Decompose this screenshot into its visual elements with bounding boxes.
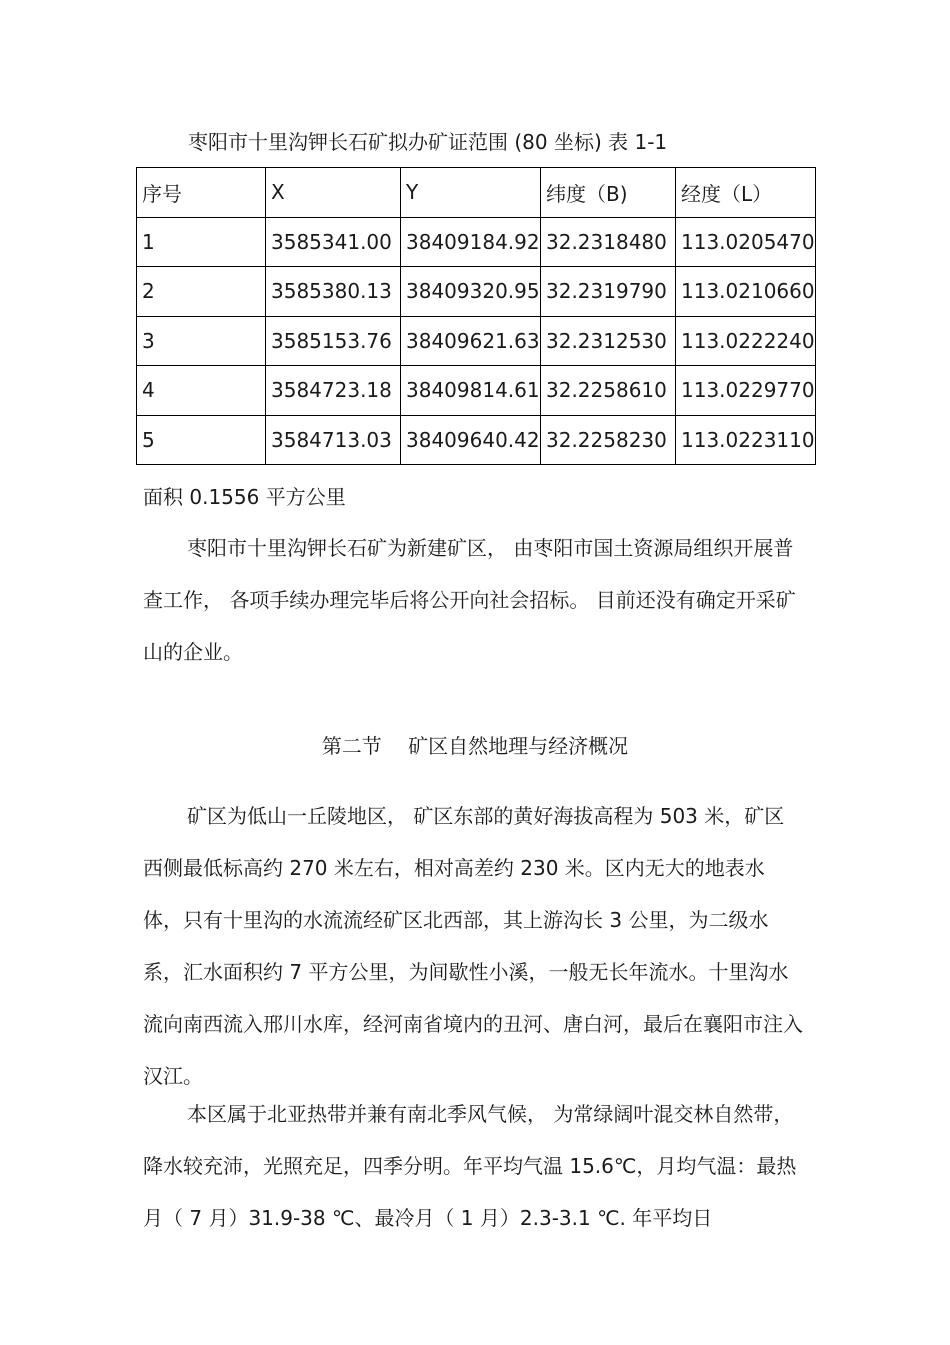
header-cell: 序号 xyxy=(137,168,266,218)
header-cell: Y xyxy=(401,168,541,218)
table-cell: 32.2319790 xyxy=(541,267,676,317)
header-cell: X xyxy=(266,168,401,218)
table-caption: 枣阳市十里沟钾长石矿拟办矿证范围 (80 坐标) 表 1-1 xyxy=(188,130,668,154)
table-cell: 113.0229770 xyxy=(676,366,816,416)
table-cell: 32.2258610 xyxy=(541,366,676,416)
table-cell: 4 xyxy=(137,366,266,416)
table-row xyxy=(137,316,816,366)
table-row xyxy=(137,217,816,267)
table-cell: 113.0223110 xyxy=(676,415,816,465)
table-cell: 113.0222240 xyxy=(676,316,816,366)
table-row xyxy=(137,267,816,317)
table-cell: 32.2312530 xyxy=(541,316,676,366)
paragraph-climate: 本区属于北亚热带并兼有南北季风气候， 为常绿阔叶混交林自然带，降水较充沛，光照充足，四季分明。年平均气温 15.6℃，月均气温：最热月（ 7 月）31.9-38 ℃、最冷月（ 1 月）2.3-3.1 ℃. 年平均日 xyxy=(143,1102,797,1230)
table-cell: 3584713.03 xyxy=(266,415,401,465)
table-cell: 1 xyxy=(137,217,266,267)
table-cell: 38409640.42 xyxy=(401,415,541,465)
coordinate-table xyxy=(136,167,816,465)
section-title: 第二节 矿区自然地理与经济概况 xyxy=(321,734,629,758)
table-cell: 113.0210660 xyxy=(676,267,816,317)
table-cell: 38409621.63 xyxy=(401,316,541,366)
table-cell: 3 xyxy=(137,316,266,366)
paragraph-mining-area-status: 枣阳市十里沟钾长石矿为新建矿区， 由枣阳市国土资源局组织开展普查工作， 各项手续办理完毕后将公开向社会招标。 目前还没有确定开采矿山的企业。 xyxy=(143,536,796,664)
area-note: 面积 0.1556 平方公里 xyxy=(143,485,346,509)
table-header-row xyxy=(137,168,816,218)
table-row xyxy=(137,366,816,416)
table-cell: 38409320.95 xyxy=(401,267,541,317)
table-cell: 113.0205470 xyxy=(676,217,816,267)
table-cell: 3585380.13 xyxy=(266,267,401,317)
header-cell: 纬度（B) xyxy=(541,168,676,218)
header-cell: 经度（L） xyxy=(676,168,816,218)
table-cell: 3585341.00 xyxy=(266,217,401,267)
table-cell: 32.2318480 xyxy=(541,217,676,267)
table-cell: 38409184.92 xyxy=(401,217,541,267)
table-cell: 5 xyxy=(137,415,266,465)
table-cell: 38409814.61 xyxy=(401,366,541,416)
table-row xyxy=(137,415,816,465)
table-cell: 3585153.76 xyxy=(266,316,401,366)
table-cell: 3584723.18 xyxy=(266,366,401,416)
table-cell: 32.2258230 xyxy=(541,415,676,465)
table-cell: 2 xyxy=(137,267,266,317)
paragraph-geography: 矿区为低山一丘陵地区， 矿区东部的黄好海拔高程为 503 米，矿区西侧最低标高约 270 米左右，相对高差约 230 米。区内无大的地表水体，只有十里沟的水流流经矿区北西部，其上游沟长 3 公里，为二级水系，汇水面积约 7 平方公里，为间歇性小溪，一般无长年流水。十里沟水流向南西流入邢川水库，经河南省境内的丑河、唐白河，最后在襄阳市注入汉江。 xyxy=(143,804,803,1088)
